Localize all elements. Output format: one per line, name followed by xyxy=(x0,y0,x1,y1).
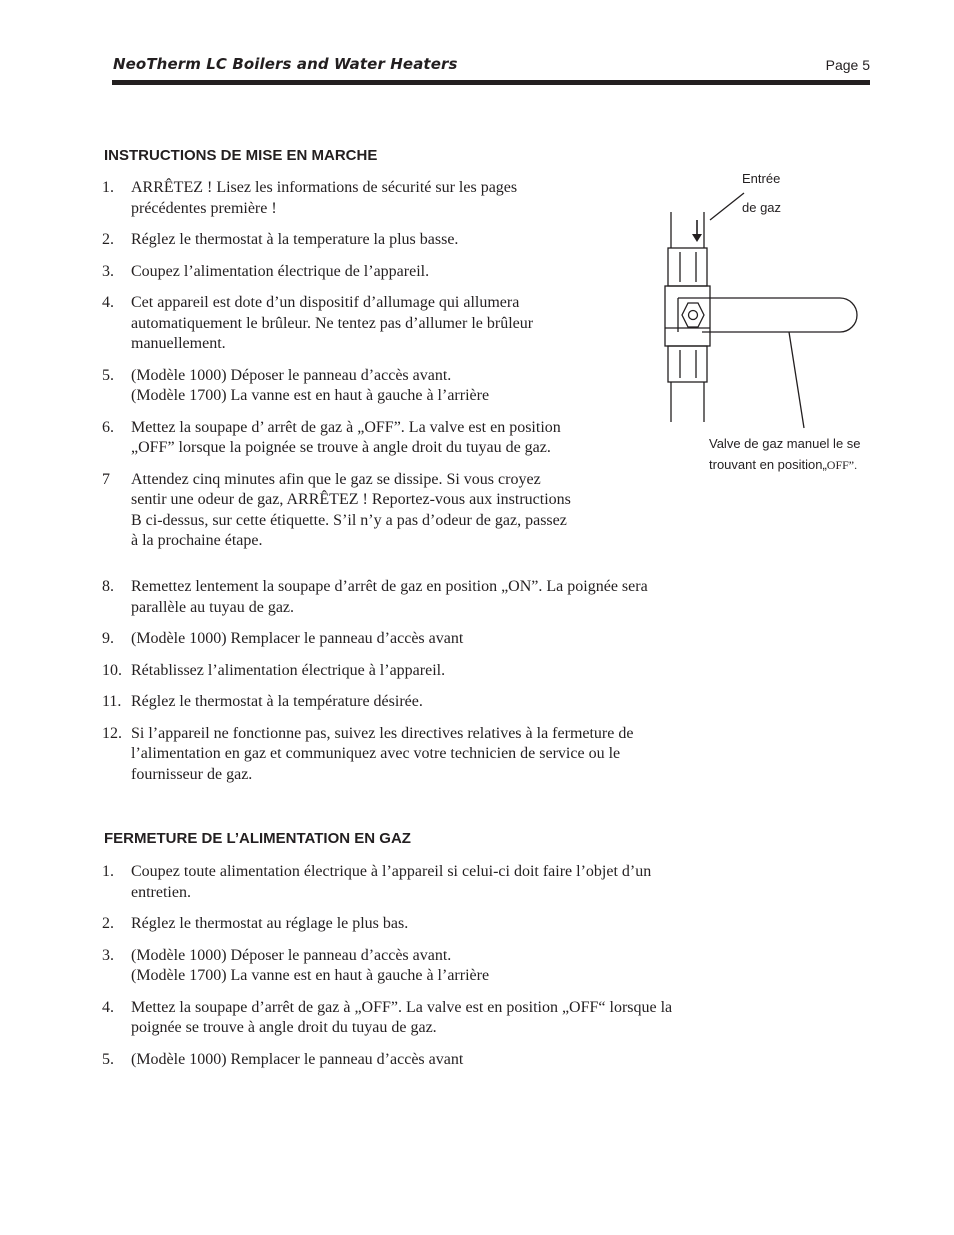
step-number: 7 xyxy=(102,470,110,488)
step-text: B ci-dessus, sur cette étiquette. S’il n’y a pas d’odeur de gaz, passez xyxy=(131,511,567,529)
step-text: à la prochaine étape. xyxy=(131,532,263,549)
step-text: automatiquement le brûleur. Ne tentez pas d’allumer le brûleur xyxy=(131,314,534,332)
document-header-title: NeoTherm LC Boilers and Water Heaters xyxy=(113,55,458,73)
step-number: 12. xyxy=(102,724,122,742)
list-item xyxy=(102,629,742,650)
step-text: précédentes première ! xyxy=(131,199,277,217)
shutdown-section-title: FERMETURE DE L’ALIMENTATION EN GAZ xyxy=(104,830,411,847)
list-item xyxy=(102,914,762,935)
list-item xyxy=(102,1050,762,1071)
list-item xyxy=(102,661,742,682)
step-text: manuellement. xyxy=(131,335,226,352)
list-item xyxy=(102,230,642,251)
list-item xyxy=(102,293,642,355)
list-item xyxy=(102,946,762,987)
manual-valve-label: Valve de gaz manuel le se trouvant en position„OFF”. xyxy=(709,436,861,472)
step-text: (Modèle 1000) Remplacer le panneau d’accès avant xyxy=(131,630,464,647)
gas-inlet-label: Entrée de gaz xyxy=(742,171,782,215)
step-number: 9. xyxy=(102,630,114,647)
list-item xyxy=(102,366,642,407)
startup-section-title: INSTRUCTIONS DE MISE EN MARCHE xyxy=(104,147,378,164)
step-number: 3. xyxy=(102,946,114,964)
step-text: fournisseur de gaz. xyxy=(131,765,253,783)
list-item xyxy=(102,470,642,552)
step-text: Coupez toute alimentation électrique à l’appareil si celui-ci doit faire l’objet d’un xyxy=(131,863,652,880)
list-item xyxy=(102,178,642,219)
page-number: Page 5 xyxy=(825,57,870,73)
shutdown-steps-list xyxy=(102,862,762,1081)
gas-valve-figure xyxy=(640,160,940,490)
step-text: Attendez cinq minutes afin que le gaz se dissipe. Si vous croyez xyxy=(131,470,541,488)
list-item xyxy=(102,724,742,786)
step-number: 5. xyxy=(102,1050,114,1068)
step-text: parallèle au tuyau de gaz. xyxy=(131,598,295,616)
startup-steps-list xyxy=(102,178,642,563)
step-text: l’alimentation en gaz et communiquez avec votre technicien de service ou le xyxy=(131,745,621,762)
step-text: (Modèle 1700) La vanne est en haut à gauche à l’arrière xyxy=(131,967,490,984)
step-text: Réglez le thermostat au réglage le plus bas. xyxy=(131,915,409,932)
list-item xyxy=(102,577,742,618)
step-text: Réglez le thermostat à la temperature la plus basse. xyxy=(131,231,459,248)
step-text: „OFF” lorsque la poignée se trouve à angle droit du tuyau de gaz. xyxy=(131,439,551,456)
list-item xyxy=(102,998,762,1039)
step-text: (Modèle 1000) Remplacer le panneau d’accès avant xyxy=(131,1050,464,1068)
step-text: (Modèle 1000) Déposer le panneau d’accès avant. xyxy=(131,366,452,384)
step-number: 6. xyxy=(102,418,114,436)
step-text: (Modèle 1700) La vanne est en haut à gauche à l’arrière xyxy=(131,387,490,404)
list-item xyxy=(102,418,642,459)
step-text: Réglez le thermostat à la température désirée. xyxy=(131,693,423,710)
step-text: ARRÊTEZ ! Lisez les informations de sécurité sur les pages xyxy=(131,179,518,196)
step-text: Remettez lentement la soupape d’arrêt de gaz en position „ON”. La poignée sera xyxy=(131,578,648,595)
step-number: 1. xyxy=(102,863,114,880)
step-text: Si l’appareil ne fonctionne pas, suivez les directives relatives à la fermeture de xyxy=(131,724,634,742)
startup-steps-list-continued xyxy=(102,577,742,796)
step-number: 8. xyxy=(102,578,114,595)
step-text: Coupez l’alimentation électrique de l’appareil. xyxy=(131,262,430,280)
step-number: 10. xyxy=(102,661,122,679)
step-number: 1. xyxy=(102,179,114,196)
step-text: poignée se trouve à angle droit du tuyau de gaz. xyxy=(131,1019,437,1036)
step-number: 4. xyxy=(102,294,114,311)
step-number: 4. xyxy=(102,998,114,1016)
step-number: 5. xyxy=(102,366,114,384)
step-number: 3. xyxy=(102,262,114,280)
step-text: Mettez la soupape d’arrêt de gaz à „OFF”. La valve est en position „OFF“ lorsque la xyxy=(131,998,673,1016)
step-number: 2. xyxy=(102,231,114,248)
step-text: (Modèle 1000) Déposer le panneau d’accès avant. xyxy=(131,946,452,964)
step-text: sentir une odeur de gaz, ARRÊTEZ ! Reportez-vous aux instructions xyxy=(131,491,571,508)
step-text: Mettez la soupape d’ arrêt de gaz à „OFF”. La valve est en position xyxy=(131,418,561,436)
step-text: Rétablissez l’alimentation électrique à l’appareil. xyxy=(131,661,446,679)
step-number: 2. xyxy=(102,915,114,932)
header-rule xyxy=(112,80,870,85)
step-text: entretien. xyxy=(131,883,191,901)
step-text: Cet appareil est dote d’un dispositif d’allumage qui allumera xyxy=(131,294,520,311)
list-item xyxy=(102,862,762,903)
list-item xyxy=(102,262,642,283)
step-number: 11. xyxy=(102,693,122,710)
list-item xyxy=(102,692,742,713)
